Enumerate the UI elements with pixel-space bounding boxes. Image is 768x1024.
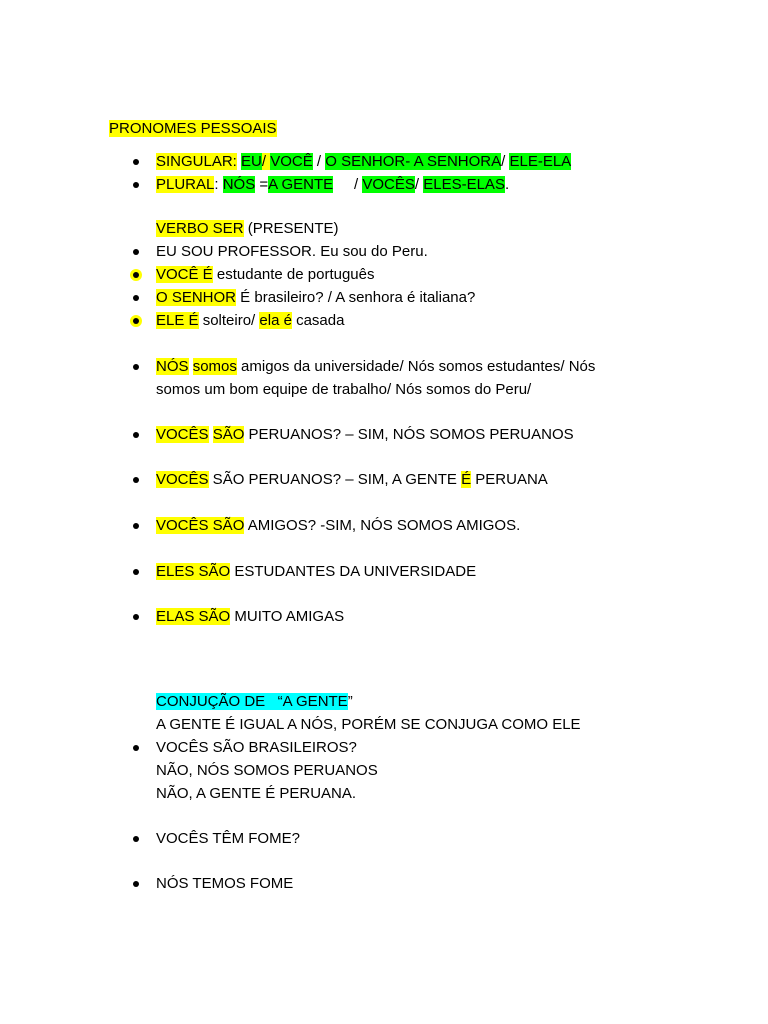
hl: ELES SÃO <box>156 563 231 580</box>
sentence-voces-3 <box>156 516 520 536</box>
question-fome: VOCÊS TÊM FOME? <box>156 830 300 847</box>
bullet <box>133 477 139 483</box>
hl: SÃO <box>212 426 245 443</box>
answer-nos: NÃO, NÓS SOMOS PERUANOS <box>156 762 378 779</box>
bullet <box>133 836 139 842</box>
singular-line <box>156 152 571 172</box>
sep: / <box>333 176 363 193</box>
verbo-heading <box>156 219 339 239</box>
text: ESTUDANTES DA UNIVERSIDADE <box>230 563 477 580</box>
singular-label: SINGULAR: <box>156 153 237 170</box>
text: PERUANOS? – SIM, NÓS SOMOS PERUANOS <box>244 426 574 443</box>
bullet <box>133 523 139 529</box>
sentence-eles <box>156 562 476 582</box>
hl: VOCÊS <box>156 426 209 443</box>
sep: . <box>504 176 510 193</box>
pronoun-eu: EU <box>241 153 262 170</box>
pronoun-ele: ELE-ELA <box>509 153 572 170</box>
text: ” <box>347 693 353 710</box>
bullet <box>133 249 139 255</box>
hl: NÓS <box>156 358 189 375</box>
title-text: PRONOMES PESSOAIS <box>109 120 277 137</box>
pronoun-senhor: O SENHOR- A SENHORA <box>325 153 502 170</box>
sep: / <box>501 153 510 170</box>
page-title <box>109 119 277 139</box>
answer-fome: NÓS TEMOS FOME <box>156 875 294 892</box>
text: É brasileiro? / A senhora é italiana? <box>236 289 476 306</box>
conj-heading <box>156 692 353 712</box>
hl: ela é <box>259 312 292 329</box>
sep: / <box>261 153 271 170</box>
pronoun-voce: VOCÊ <box>270 153 313 170</box>
sentence-voce <box>156 265 375 285</box>
bullet-plural <box>133 182 139 188</box>
plural-line <box>156 175 509 195</box>
text: AMIGOS? -SIM, NÓS SOMOS AMIGOS. <box>244 517 521 534</box>
text: amigos da universidade/ Nós somos estudantes/ Nós <box>236 358 596 375</box>
sentence-eu: EU SOU PROFESSOR. Eu sou do Peru. <box>156 243 428 260</box>
bullet <box>133 295 139 301</box>
bullet <box>133 881 139 887</box>
answer-a-gente: NÃO, A GENTE É PERUANA. <box>156 785 357 802</box>
pronoun-voces: VOCÊS <box>362 176 415 193</box>
bullet <box>133 364 139 370</box>
sentence-nos-cont: somos um bom equipe de trabalho/ Nós somos do Peru/ <box>156 381 532 398</box>
hl: ELE É <box>156 312 199 329</box>
sep: = <box>255 176 269 193</box>
hl: VOCÊS <box>156 471 209 488</box>
hl-cyan: CONJUÇÃO DE “A GENTE <box>156 693 348 710</box>
pronoun-eles: ELES-ELAS <box>423 176 505 193</box>
bullet <box>133 272 139 278</box>
sep: / <box>312 153 326 170</box>
hl: ELAS SÃO <box>156 608 231 625</box>
sentence-senhor <box>156 288 475 308</box>
text: MUITO AMIGAS <box>230 608 345 625</box>
pronoun-a-gente: A GENTE <box>268 176 334 193</box>
bullet <box>133 569 139 575</box>
verbo-label: VERBO SER <box>156 220 244 237</box>
text: solteiro/ <box>198 312 260 329</box>
text: SÃO PERUANOS? – SIM, A GENTE <box>208 471 462 488</box>
sentence-elas <box>156 607 344 627</box>
sentence-nos <box>156 357 595 377</box>
text: casada <box>291 312 345 329</box>
bullet <box>133 432 139 438</box>
plural-label: PLURAL <box>156 176 215 193</box>
question-brasileiros: VOCÊS SÃO BRASILEIROS? <box>156 739 357 756</box>
sentence-voces-2 <box>156 470 548 490</box>
hl: É <box>461 471 472 488</box>
sentence-ele <box>156 311 344 331</box>
conj-explanation: A GENTE É IGUAL A NÓS, PORÉM SE CONJUGA COMO ELE <box>156 716 581 733</box>
text: estudante de português <box>212 266 375 283</box>
bullet-singular <box>133 159 139 165</box>
hl: VOCÊ <box>156 266 199 283</box>
sep: : <box>214 176 223 193</box>
hl: VOCÊS SÃO <box>156 517 245 534</box>
hl: É <box>198 266 213 283</box>
sep: / <box>414 176 424 193</box>
bullet <box>133 745 139 751</box>
hl: somos <box>192 358 237 375</box>
text: PERUANA <box>471 471 548 488</box>
pronoun-nos: NÓS <box>222 176 256 193</box>
hl: O SENHOR <box>156 289 237 306</box>
bullet <box>133 318 139 324</box>
bullet <box>133 614 139 620</box>
sentence-voces-1 <box>156 425 574 445</box>
verbo-rest: (PRESENTE) <box>243 220 339 237</box>
